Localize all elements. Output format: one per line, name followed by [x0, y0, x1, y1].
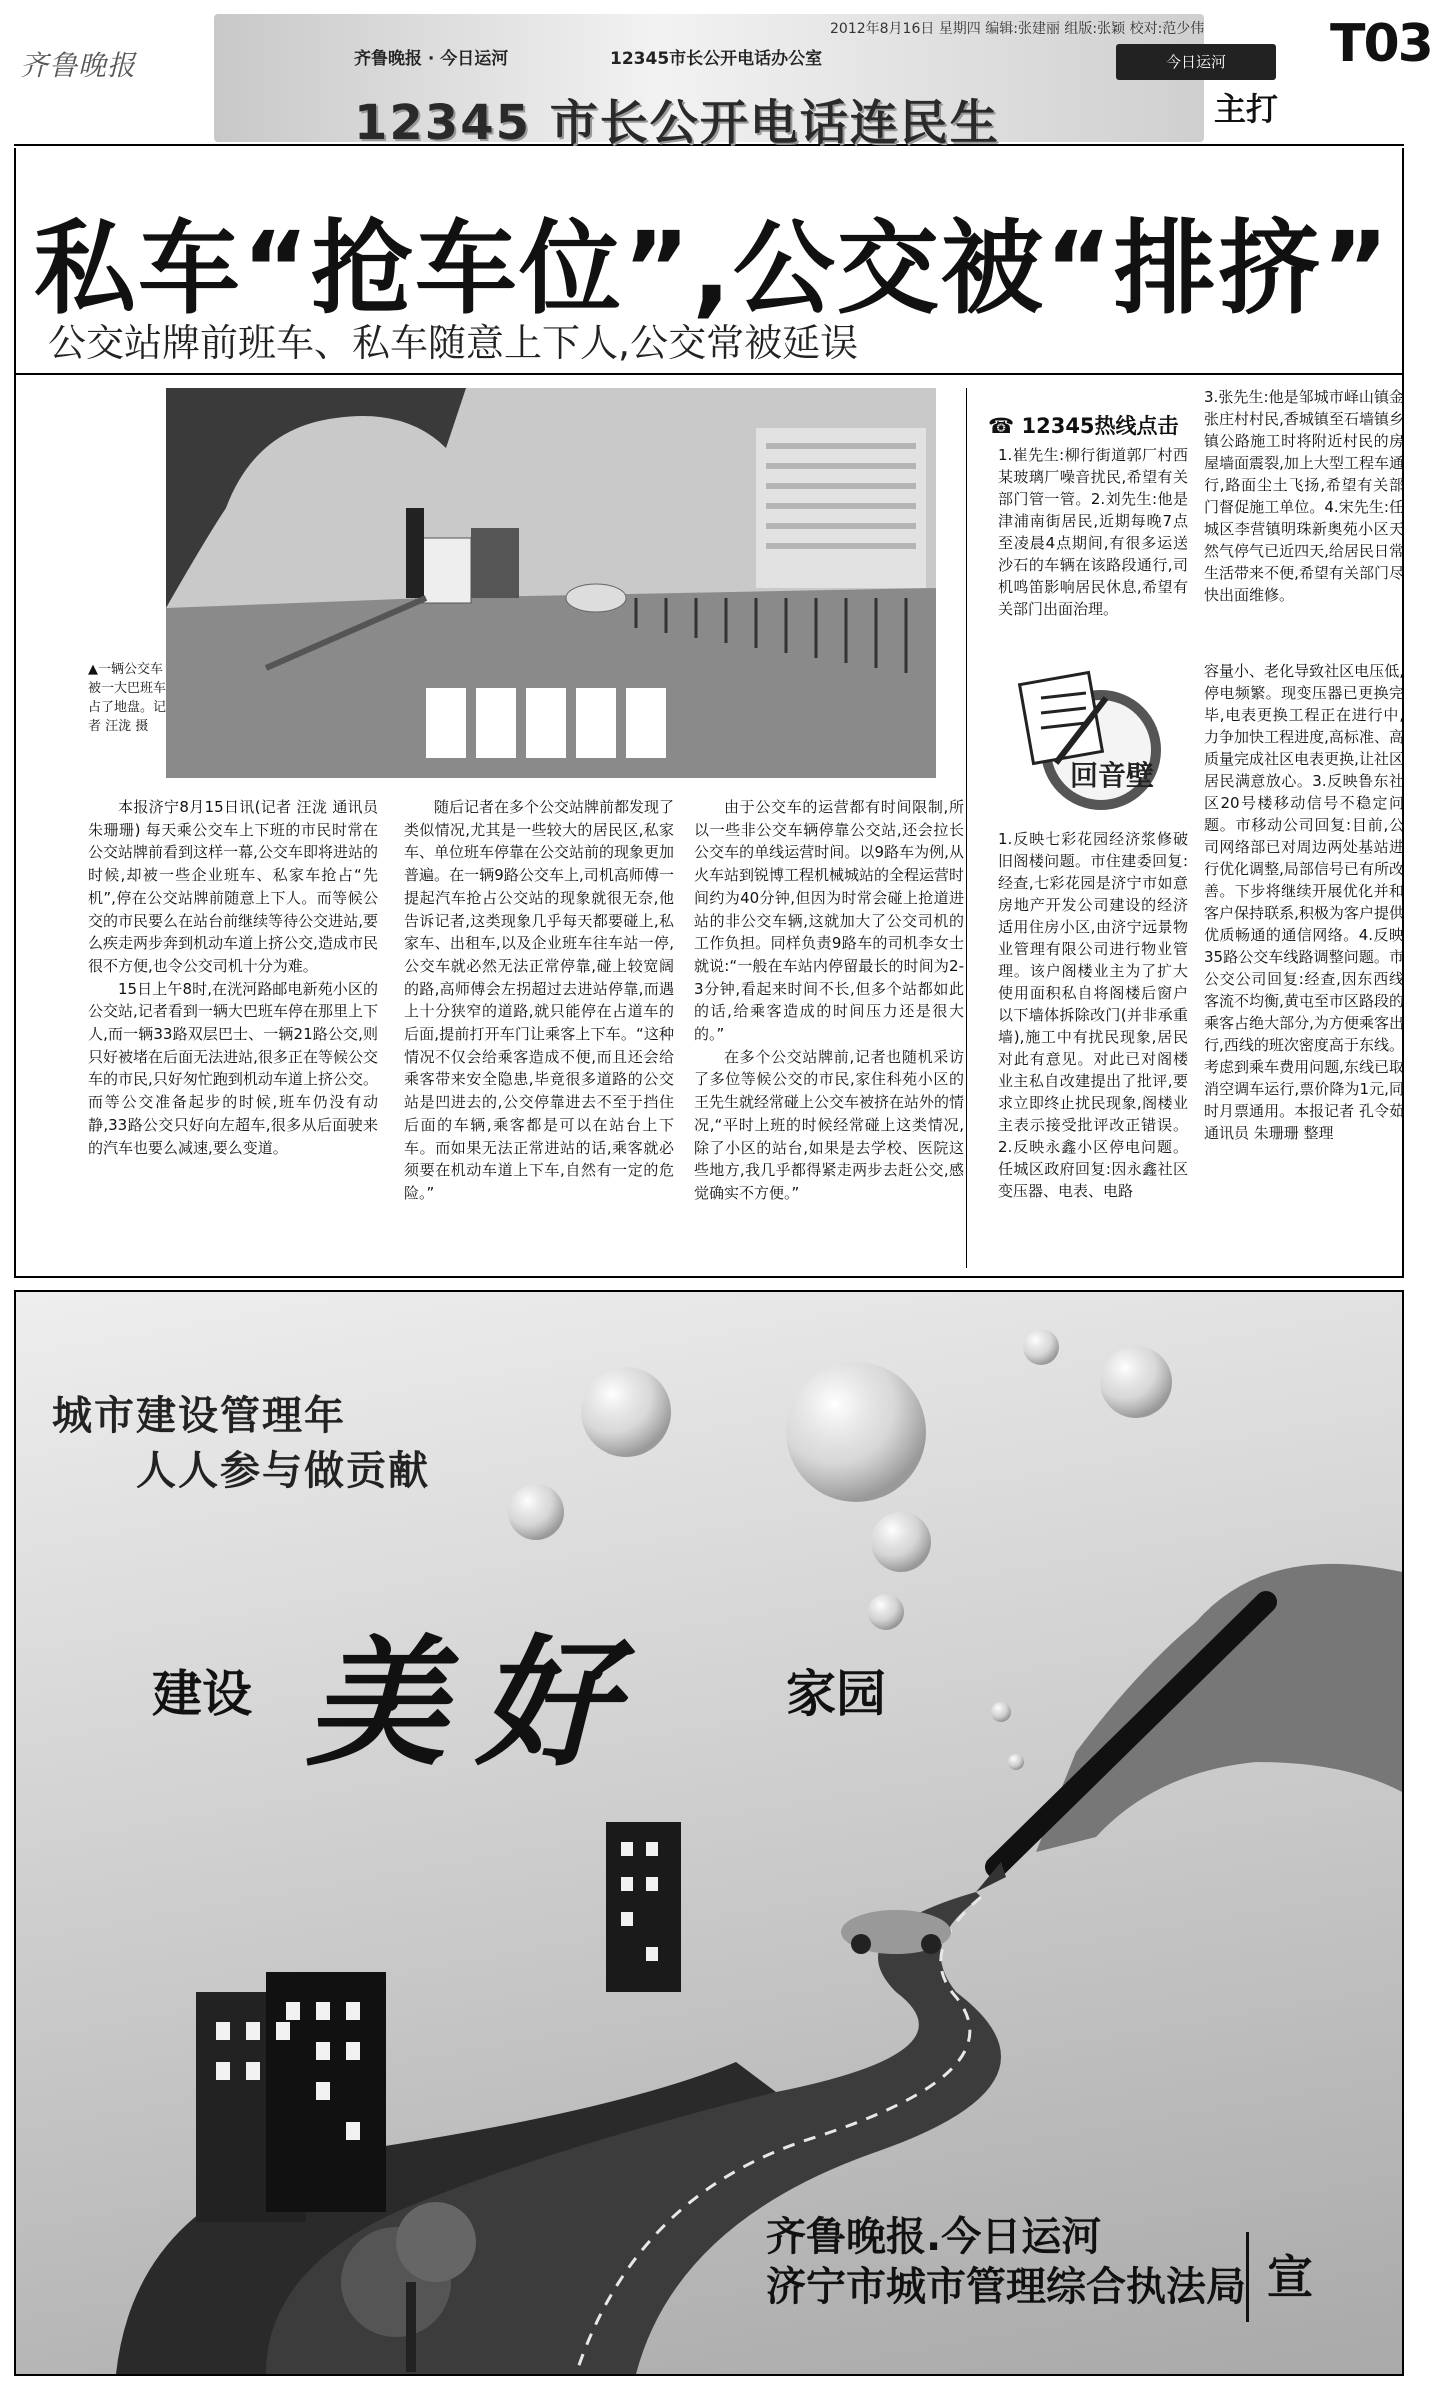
photo-caption: ▲一辆公交车被一大巴班车占了地盘。记者 汪泷 摄: [88, 662, 167, 734]
news-photo: [166, 388, 936, 778]
ad-word-home: 家园: [786, 1665, 886, 1723]
echo-wall-badge: [1006, 668, 1176, 818]
hotline-items: 1.崔先生:柳行街道郭厂村西某玻璃厂噪音扰民,希望有关部门管一管。2.刘先生:他是津浦南街居民,近期每晚7点至凌晨4点期间,有很多运送沙石的车辆在该路段通行,司机鸣笛影响居民休息,希望有关部门出面治理。: [998, 446, 1188, 618]
ad-sponsor-1: 齐鲁晚报.今日运河: [766, 2214, 1102, 2260]
masthead: [14, 14, 1432, 151]
column-divider: [966, 388, 967, 1268]
banner-title: 12345 市长公开电话连民生: [354, 95, 1000, 151]
ad-slogan-1: 城市建设管理年: [52, 1393, 346, 1439]
article-block: [14, 148, 1404, 1278]
hotline-heading: ☎ 12345热线点击: [988, 414, 1179, 438]
ad-slogan-2: 人人参与做贡献: [136, 1448, 430, 1494]
article-column-2: [404, 796, 674, 1205]
page-number: T03: [1330, 14, 1432, 74]
feedback-items-2: 容量小、老化导致社区电压低,停电频繁。现变压器已更换完毕,电表更换工程正在进行中,力争加快工程进度,高标准、高质量完成社区电表更换,让社区居民满意放心。3.反映鲁东社区20号楼移动信号不稳定问题。市移动公司回复:目前,公司网络部已对周边两处基站进行优化调整,局部信号已有所改善。下步将继续开展优化并和客户保持联系,积极为客户提供优质畅通的通信网络。4.反映35路公交车线路调整问题。市公交公司回复:经查,因东西线客流不均衡,黄屯至市区路段的乘客占绝大部分,为方便乘客出行,西线的班次密度高于东线。考虑到乘车费用问题,东线已取消空调车运行,票价降为1元,同时月票通用。本报记者 孔令茹 通讯员 朱珊珊 整理: [1204, 662, 1404, 1142]
hotline-items-2: 3.张先生:他是邹城市峄山镇金张庄村村民,香城镇至石墙镇乡镇公路施工时将附近村民的房屋墙面震裂,加上大型工程车通行,路面尘土飞扬,希望有关部门督促施工单位。4.宋先生:任城区李营镇明珠新奥苑小区天然气停气已近四天,给居民日常生活带来不便,希望有关部门尽快出面维修。: [1204, 388, 1404, 604]
banner-kicker: 齐鲁晚报 · 今日运河: [354, 49, 509, 69]
ad-sponsor-2: 济宁市城市管理综合执法局: [766, 2264, 1246, 2310]
bus-photo-illustration: [166, 388, 936, 778]
headline: 私车“抢车位”,公交被“排挤”: [34, 210, 1391, 329]
badge-label: 回音壁: [1070, 759, 1155, 792]
paragraph: 本报济宁8月15日讯(记者 汪泷 通讯员 朱珊珊) 每天乘公交车上下班的市民时常在公交站牌前看到这样一幕,公交车即将进站的时候,却被一些企业班车、私家车抢占“先机”,停在公交站牌前随意上下人。而等候公交的市民要么在站台前继续等待公交进站,要么疾走两步奔到机动车道上挤公交,造成市民很不方便,也令公交司机十分为难。: [88, 798, 378, 975]
section-name: 主打: [1214, 90, 1279, 128]
banner-kicker-office: 12345市长公开电话办公室: [610, 49, 823, 69]
article-column-1: [88, 796, 378, 1159]
public-service-ad: [14, 1290, 1404, 2376]
ad-word-build: 建设: [152, 1665, 252, 1723]
feedback-items: 1.反映七彩花园经济浆修破旧阁楼问题。市住建委回复:经查,七彩花园是济宁市如意房地产开发公司建设的经济适用住房小区,由济宁远景物业管理有限公司进行物业管理。该户阁楼业主为了扩大使用面积私自将阁楼后窗户以下墙体拆除改门(并非承重墙),施工中有扰民现象,居民对此有意见。对此已对阁楼业主私自改建提出了批评,要求立即终止扰民现象,阁楼业主表示接受批评改正错误。2.反映永鑫小区停电问题。任城区政府回复:因永鑫社区变压器、电表、电路: [998, 830, 1188, 1200]
issue-meta: 2012年8月16日 星期四 编辑:张建丽 组版:张颖 校对:范少伟: [830, 21, 1205, 37]
section-tag: 今日运河: [1116, 44, 1276, 80]
paragraph: 在多个公交站牌前,记者也随机采访了多位等候公交的市民,家住科苑小区的王先生就经常碰上公交车被挤在站外的情况,“平时上班的时候经常碰上这类情况,除了小区的站台,如果是去学校、医院这些地方,我几乎都得紧走两步去赶公交,感觉确实不方便。”: [694, 1047, 965, 1202]
article-column-3: [694, 796, 964, 1205]
paragraph: 由于公交车的运营都有时间限制,所以一些非公交车辆停靠公交站,还会拉长公交车的单线运营时间。以9路车为例,从火车站到锐博工程机械城站的全程运营时间约为40分钟,但因为时常会碰上抢道进站的非公交车辆,这就加大了公交司机的工作负担。同样负责9路车的司机李女士就说:“一般在车站内停留最长的时间为2-3分钟,看起来时间不长,但多个站都如此的话,给乘客造成的时间压力还是很大的。”: [694, 798, 965, 1044]
ad-word-beautiful: 美好: [306, 1622, 647, 1786]
hand-icon: [1036, 1564, 1402, 1852]
paper-logo: 齐鲁晚报: [20, 49, 137, 82]
ad-sponsors: [766, 2212, 1246, 2312]
phone-icon: ☎: [988, 414, 1015, 438]
paragraph: 随后记者在多个公交站牌前都发现了类似情况,尤其是一些较大的居民区,私家车、单位班车停靠在公交站前的现象更加普遍。在一辆9路公交车上,司机高师傅一提起汽车抢占公交站的现象就很无奈,他告诉记者,这类现象几乎每天都要碰上,私家车、出租车,以及企业班车往车站一停,公交车就必然无法正常停靠,碰上较宽阔的路,高师傅会左拐超过去进站停靠,而遇上十分狭窄的道路,就只能停在占道车的后面,提前打开车门让乘客上下车。“这种情况不仅会给乘客造成不便,而且还会给乘客带来安全隐患,毕竟很多道路的公交站是凹进去的,公交停靠进去不至于挡住后面的车辆,乘客都是可以在站台上下车。而如果无法正常进站的话,乘客就必须要在机动车道上下车,自然有一定的危险。”: [404, 798, 675, 1202]
subhead: 公交站牌前班车、私车随意上下人,公交常被延误: [48, 321, 859, 365]
car-icon: [841, 1910, 951, 1954]
paragraph: 15日上午8时,在洸河路邮电新苑小区的公交站,记者看到一辆大巴班车停在那里上下人,而一辆33路双层巴士、一辆21路公交,则只好被堵在后面无法进站,很多正在等候公交车的市民,只好匆忙跑到机动车道上挤公交。而等公交准备起步的时候,班车仍没有动静,33路公交只好向左超车,很多从后面驶来的汽车也要么减速,要么变道。: [88, 979, 378, 1157]
divider: [16, 373, 1402, 375]
ad-label: 宣: [1246, 2232, 1313, 2322]
